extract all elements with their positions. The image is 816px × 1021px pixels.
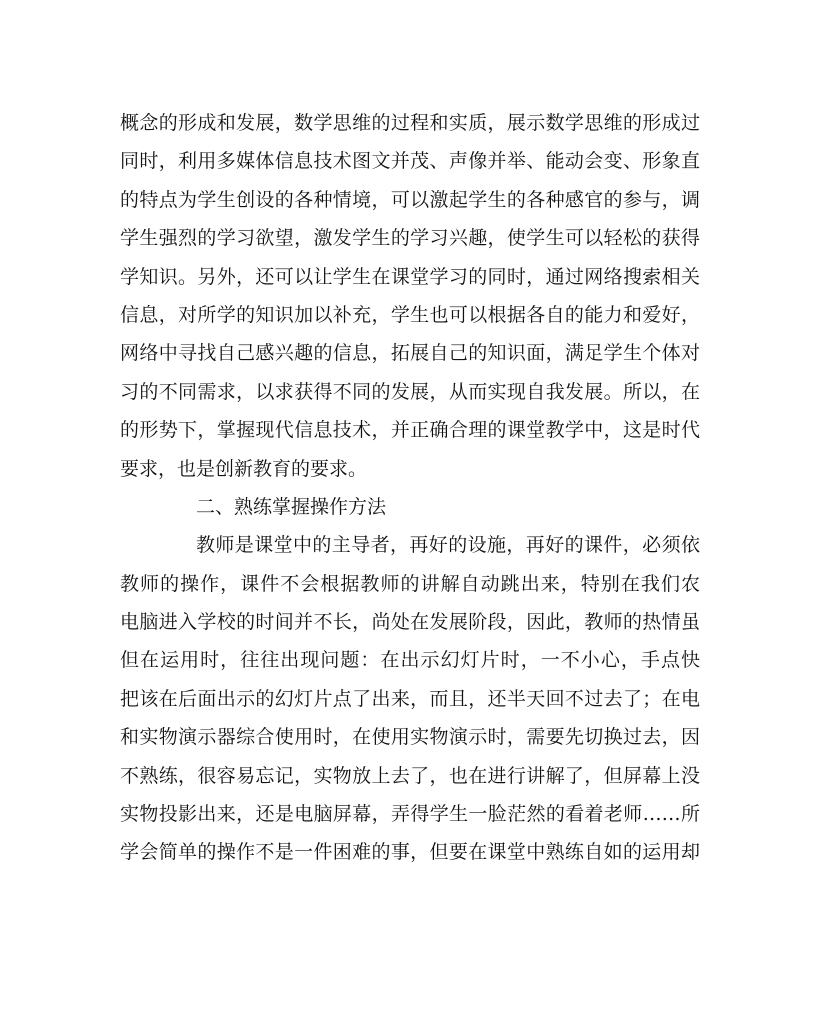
section-heading: 二、熟练掌握操作方法 <box>196 495 387 518</box>
paragraph-1 <box>120 104 700 488</box>
paragraph-2-line-5: 把该在后面出示的幻灯片点了出来，而且，还半天回不过去了；在电 <box>120 687 700 710</box>
paragraph-2 <box>120 526 700 872</box>
paragraph-2-line-6: 和实物演示器综合使用时，在使用实物演示时，需要先切换过去，因 <box>120 726 700 749</box>
paragraph-1-line-6: 信息，对所学的知识加以补充，学生也可以根据各自的能力和爱好， <box>120 303 700 326</box>
paragraph-1-line-2: 同时，利用多媒体信息技术图文并茂、声像并举、能动会变、形象直 <box>120 150 700 173</box>
paragraph-1-line-7: 网络中寻找自己感兴趣的信息，拓展自己的知识面，满足学生个体对 <box>120 342 700 365</box>
paragraph-1-line-3: 的特点为学生创设的各种情境，可以激起学生的各种感官的参与，调 <box>120 188 700 211</box>
paragraph-2-line-7: 不熟练，很容易忘记，实物放上去了，也在进行讲解了，但屏幕上没 <box>120 764 700 787</box>
paragraph-2-line-3: 电脑进入学校的时间并不长，尚处在发展阶段，因此，教师的热情虽 <box>120 611 700 634</box>
paragraph-1-line-4: 学生强烈的学习欲望，激发学生的学习兴趣，使学生可以轻松的获得 <box>120 227 700 250</box>
paragraph-2-line-9: 学会简单的操作不是一件困难的事，但要在课堂中熟练自如的运用却 <box>120 841 700 864</box>
paragraph-2-line-1: 教师是课堂中的主导者，再好的设施，再好的课件，必须依 <box>196 534 700 557</box>
paragraph-2-line-4: 但在运用时，往往出现问题：在出示幻灯片时，一不小心，手点快 <box>120 649 700 672</box>
paragraph-1-line-8: 习的不同需求，以求获得不同的发展，从而实现自我发展。所以，在 <box>120 380 700 403</box>
paragraph-2-line-2: 教师的操作，课件不会根据教师的讲解自动跳出来，特别在我们农 <box>120 572 700 595</box>
document-body <box>120 104 700 872</box>
paragraph-1-line-5: 学知识。另外，还可以让学生在课堂学习的同时，通过网络搜索相关 <box>120 265 700 288</box>
paragraph-1-line-9: 的形势下，掌握现代信息技术，并正确合理的课堂教学中，这是时代 <box>120 419 700 442</box>
paragraph-1-line-1: 概念的形成和发展，数学思维的过程和实质，展示数学思维的形成过 <box>120 112 700 134</box>
paragraph-2-line-8: 实物投影出来，还是电脑屏幕，弄得学生一脸茫然的看着老师……所 <box>120 803 700 826</box>
paragraph-1-line-10: 要求，也是创新教育的要求。 <box>120 457 368 480</box>
